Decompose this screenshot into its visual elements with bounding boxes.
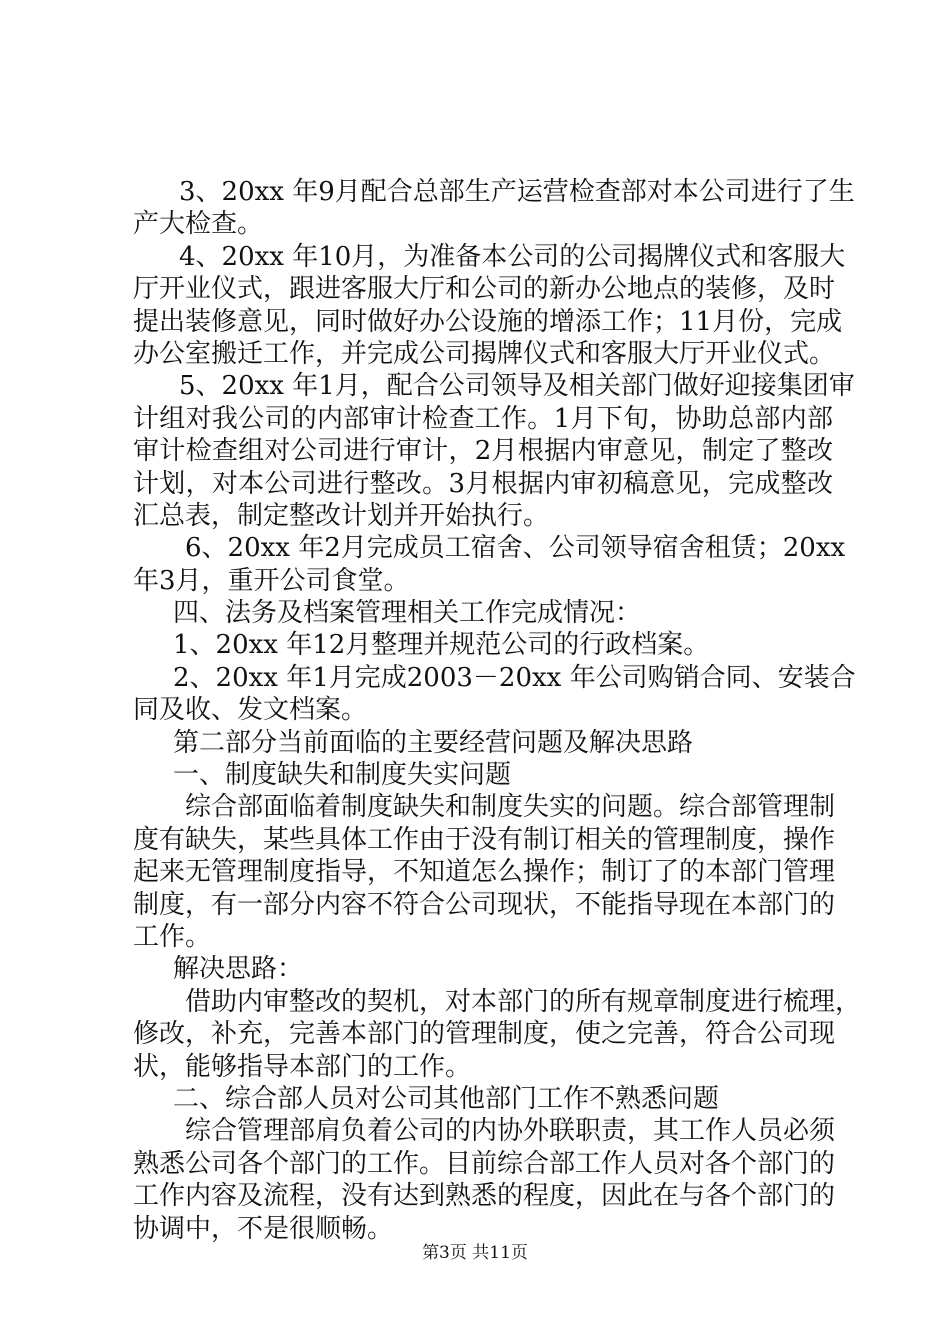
paragraph-line: 2、20xx 年1月完成2003－20xx 年公司购销合同、安装合 [173,662,856,693]
paragraph-line: 起来无管理制度指导，不知道怎么操作；制订了的本部门管理 [133,857,836,888]
paragraph-line: 审计检查组对公司进行审计，2月根据内审意见，制定了整改 [133,436,833,467]
page-number-footer: 第3页 共11页 [422,1243,528,1263]
section-heading: 二、综合部人员对公司其他部门工作不熟悉问题 [173,1083,720,1114]
paragraph-line: 提出装修意见，同时做好办公设施的增添工作；11月份，完成 [133,306,843,337]
paragraph-line: 制度，有一部分内容不符合公司现状，不能指导现在本部门的 [133,889,836,920]
paragraph-line: 厅开业仪式，跟进客服大厅和公司的新办公地点的装修，及时 [133,274,836,305]
paragraph-line: 解决思路： [173,954,304,985]
section-heading: 一、制度缺失和制度失实问题 [173,760,512,791]
paragraph-line: 同及收、发文档案。 [133,695,368,726]
paragraph-line: 协调中，不是很顺畅。 [133,1213,394,1244]
paragraph-line: 5、20xx 年1月，配合公司领导及相关部门做好迎接集团审 [179,371,855,402]
part-heading: 第二部分当前面临的主要经营问题及解决思路 [173,727,694,758]
section-heading: 四、法务及档案管理相关工作完成情况： [173,598,642,629]
paragraph-line: 借助内审整改的契机，对本部门的所有规章制度进行梳理， [185,986,862,1017]
paragraph-line: 工作内容及流程，没有达到熟悉的程度，因此在与各个部门的 [133,1181,836,1212]
paragraph-line: 4、20xx 年10月，为准备本公司的公司揭牌仪式和客服大 [179,241,846,272]
paragraph-line: 汇总表，制定整改计划并开始执行。 [133,500,550,531]
paragraph-line: 办公室搬迁工作，并完成公司揭牌仪式和客服大厅开业仪式。 [133,338,836,369]
paragraph-line: 计划，对本公司进行整改。3月根据内审初稿意见，完成整改 [133,468,833,499]
paragraph-line: 1、20xx 年12月整理并规范公司的行政档案。 [173,630,710,661]
paragraph-line: 状，能够指导本部门的工作。 [133,1051,472,1082]
paragraph-line: 计组对我公司的内部审计检查工作。1月下旬，协助总部内部 [133,403,833,434]
paragraph-line: 年3月，重开公司食堂。 [133,565,410,596]
paragraph-line: 6、20xx 年2月完成员工宿舍、公司领导宿舍租赁；20xx [185,533,846,564]
paragraph-line: 综合管理部肩负着公司的内协外联职责，其工作人员必须 [185,1116,836,1147]
paragraph-line: 3、20xx 年9月配合总部生产运营检查部对本公司进行了生 [179,177,855,207]
paragraph-line: 产大检查。 [133,209,264,240]
paragraph-line: 综合部面临着制度缺失和制度失实的问题。综合部管理制 [185,792,836,823]
paragraph-line: 修改，补充，完善本部门的管理制度，使之完善，符合公司现 [133,1019,836,1050]
document-body [133,176,862,1245]
paragraph-line: 熟悉公司各个部门的工作。目前综合部工作人员对各个部门的 [133,1148,836,1179]
paragraph-line: 工作。 [133,921,212,952]
paragraph-line: 度有缺失，某些具体工作由于没有制订相关的管理制度，操作 [133,824,836,855]
